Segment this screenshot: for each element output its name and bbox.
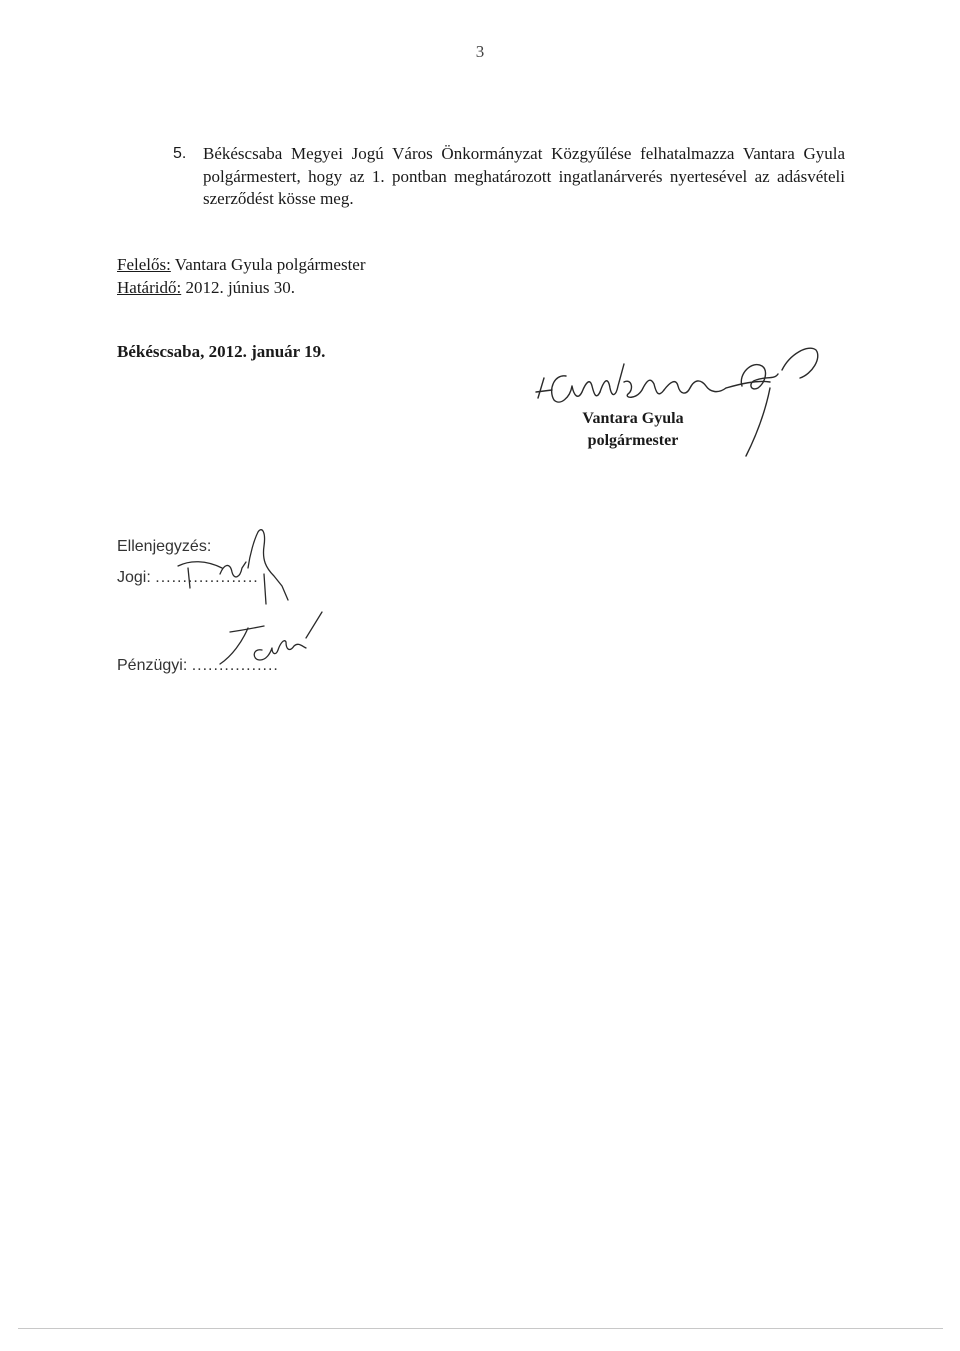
- resolution-point: [173, 143, 845, 211]
- responsibility-block: [117, 254, 366, 299]
- place-date: Békéscsaba, 2012. január 19.: [117, 342, 326, 361]
- deadline-label: Határidő:: [117, 277, 182, 297]
- deadline-value: 2012. június 30.: [185, 277, 296, 297]
- point-text: Békéscsaba Megyei Jogú Város Önkormányzat Közgyűlése felhatalmazza Vantara Gyula polgármestert, hogy az 1. pontban meghatározott ingatlanárverés nyertesével az adásvételi szerződést kösse meg.: [203, 144, 845, 208]
- countersign-heading: Ellenjegyzés:: [117, 538, 212, 555]
- responsible-value: Vantara Gyula polgármester: [174, 255, 366, 274]
- legal-label: Jogi:: [117, 569, 151, 586]
- footer-rule: [18, 1328, 943, 1329]
- page-number: 3: [475, 42, 485, 61]
- responsible-line: [117, 254, 366, 277]
- responsible-label: Felelős:: [117, 255, 171, 274]
- signer-name: Vantara Gyula: [582, 410, 684, 427]
- point-number: 5.: [173, 145, 187, 162]
- signer-title: polgármester: [587, 432, 679, 449]
- signer-block: [548, 408, 718, 452]
- legal-dots: ...................: [155, 569, 259, 586]
- legal-countersignature: [170, 524, 300, 614]
- financial-countersignature: [210, 602, 330, 672]
- financial-label: Pénzügyi:: [117, 657, 188, 674]
- deadline-line: [117, 277, 366, 300]
- financial-dots: ................: [191, 657, 279, 674]
